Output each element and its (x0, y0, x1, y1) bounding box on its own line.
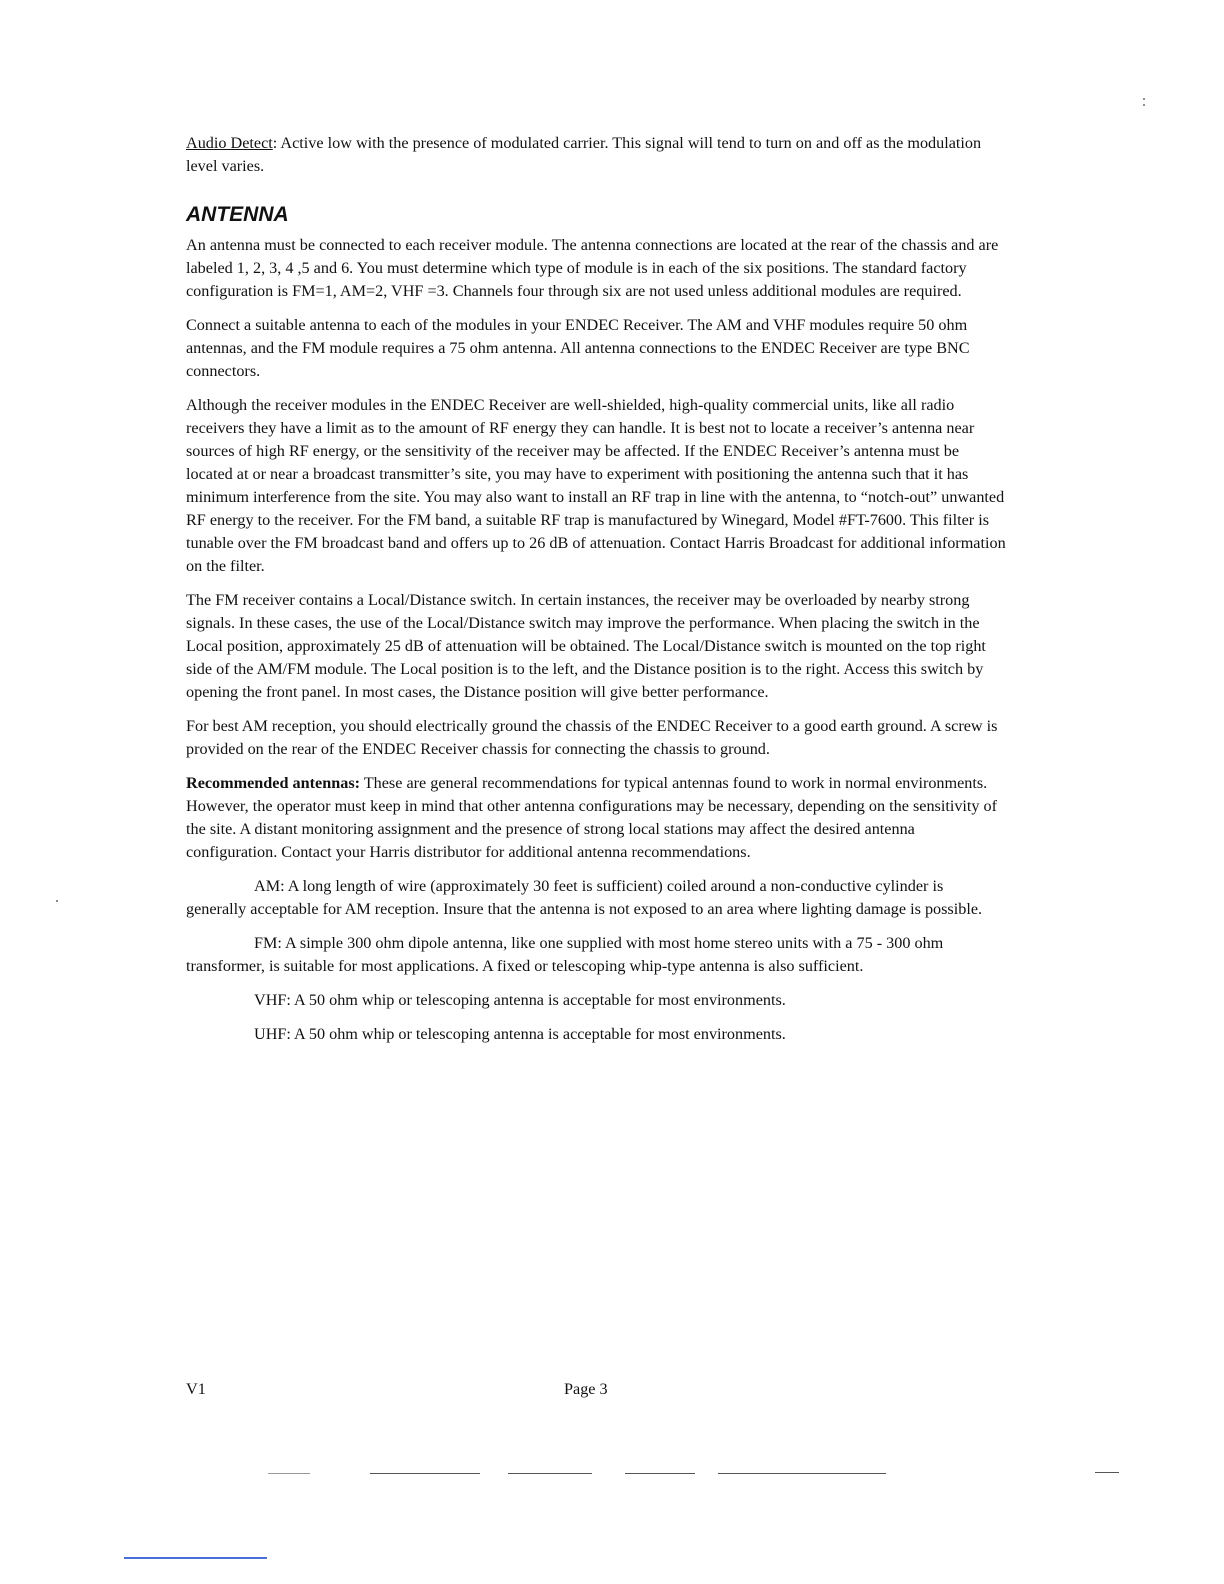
uhf-antenna-paragraph: UHF: A 50 ohm whip or telescoping antenna is acceptable for most environments. (254, 1025, 786, 1043)
scan-artifact (56, 900, 58, 902)
recommended-antennas-paragraph (186, 772, 1006, 864)
recommended-antennas-label: Recommended antennas: (186, 774, 361, 792)
audio-detect-paragraph (186, 132, 1006, 178)
audio-detect-label: Audio Detect (186, 134, 273, 152)
antenna-heading: ANTENNA (186, 203, 289, 226)
antenna-paragraph-local-distance: The FM receiver contains a Local/Distance switch. In certain instances, the receiver may be overloaded by nearby strong signals. In these cases, the use of the Local/Distance switch may improve the performance. When placing the switch in the Local position, approximately 25 dB of attenuation will be obtained. The Local/Distance switch is mounted on the top right side of the AM/FM module. The Local position is to the left, and the Distance position is to the right. Access this switch by opening the front panel. In most cases, the Distance position will give better performance. (186, 591, 986, 701)
scan-artifact (1143, 104, 1145, 106)
antenna-paragraph-ground: For best AM reception, you should electrically ground the chassis of the ENDEC Receiver to a good earth ground. A screw is provided on the rear of the ENDEC Receiver chassis for connecting the chassis to ground. (186, 717, 998, 758)
recommended-antennas-text: These are general recommendations for typical antennas found to work in normal environments. However, the operator must keep in mind that other antenna configurations may be necessary, depending on the sensitivity of the site. A distant monitoring assignment and the presence of strong local stations may affect the desired antenna configuration. Contact your Harris distributor for additional antenna recommendations. (186, 774, 998, 861)
scan-artifact (268, 1473, 310, 1474)
vhf-antenna-paragraph: VHF: A 50 ohm whip or telescoping antenna is acceptable for most environments. (254, 991, 786, 1009)
document-page (186, 132, 1006, 1057)
am-antenna-paragraph: AM: A long length of wire (approximately 30 feet is sufficient) coiled around a non-conductive cylinder is generally acceptable for AM reception. Insure that the antenna is not exposed to an area where lighting damage is possible. (186, 877, 983, 918)
scan-artifact (370, 1473, 480, 1474)
scan-artifact (508, 1473, 592, 1474)
scan-artifact (124, 1557, 267, 1559)
footer-page-number: Page 3 (564, 1380, 608, 1398)
antenna-paragraph-connections: An antenna must be connected to each receiver module. The antenna connections are located at the rear of the chassis and are labeled 1, 2, 3, 4 ,5 and 6. You must determine which type of module is in each of the six positions. The standard factory configuration is FM=1, AM=2, VHF =3. Channels four through six are not used unless additional modules are required. (186, 236, 999, 300)
scan-artifact (625, 1473, 695, 1474)
antenna-paragraph-connect: Connect a suitable antenna to each of the modules in your ENDEC Receiver. The AM and VHF modules require 50 ohm antennas, and the FM module requires a 75 ohm antenna. All antenna connections to the ENDEC Receiver are type BNC connectors. (186, 316, 970, 380)
scan-artifact (1095, 1472, 1119, 1473)
antenna-paragraph-rf-energy: Although the receiver modules in the ENDEC Receiver are well-shielded, high-quality commercial units, like all radio receivers they have a limit as to the amount of RF energy they can handle. It is best not to locate a receiver’s antenna near sources of high RF energy, or the sensitivity of the receiver may be affected. If the ENDEC Receiver’s antenna must be located at or near a broadcast transmitter’s site, you may have to experiment with positioning the antenna such that it has minimum interference from the site. You may also want to install an RF trap in line with the antenna, to “notch-out” unwanted RF energy to the receiver. For the FM band, a suitable RF trap is manufactured by Winegard, Model #FT-7600. This filter is tunable over the FM broadcast band and offers up to 26 dB of attenuation. Contact Harris Broadcast for additional information on the filter. (186, 396, 1006, 575)
fm-antenna-paragraph: FM: A simple 300 ohm dipole antenna, like one supplied with most home stereo units with a 75 - 300 ohm transformer, is suitable for most applications. A fixed or telescoping whip-type antenna is also sufficient. (186, 934, 944, 975)
footer-version: V1 (186, 1380, 206, 1398)
scan-artifact (1143, 98, 1145, 100)
audio-detect-text: : Active low with the presence of modulated carrier. This signal will tend to turn on and off as the modulation level varies. (186, 134, 982, 175)
scan-artifact (718, 1473, 886, 1474)
